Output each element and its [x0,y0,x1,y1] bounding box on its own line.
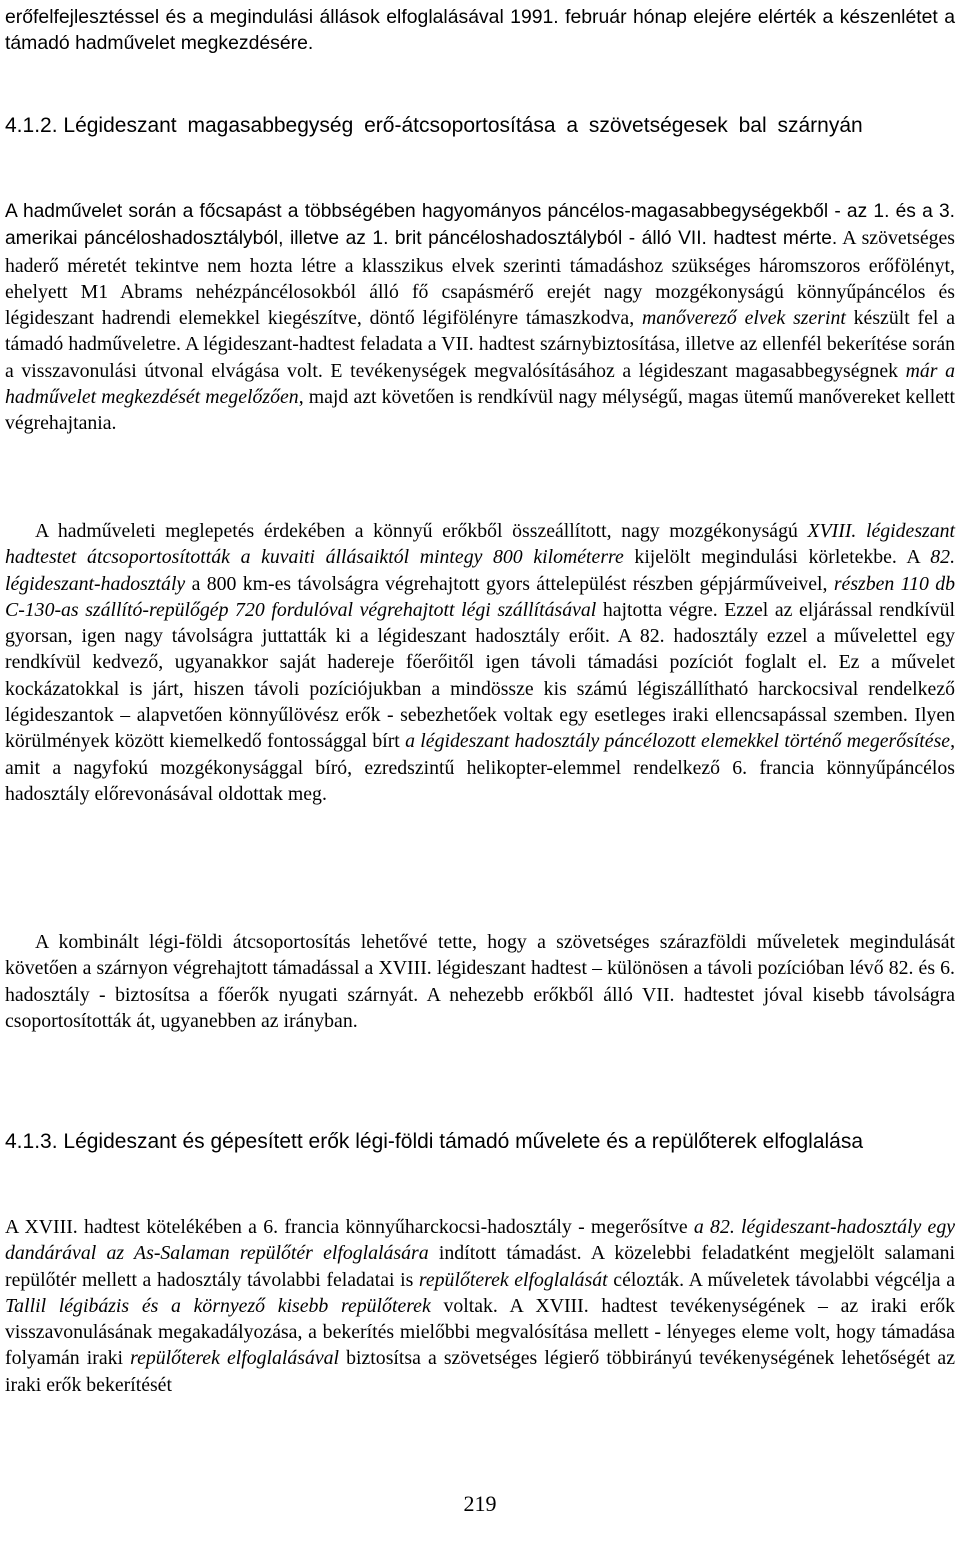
emphasis: manőverező elvek szerint [641,307,846,330]
intro-paragraph [5,4,955,56]
emphasis: 82. légideszant-hadosztály [5,546,956,595]
paragraph-1: A hadművelet során a főcsapást a többségében hagyományos páncélos-magasabbegységekből - az 1. és a 3. amerikai páncéloshadosztályból, illetve az 1. brit páncéloshadosztályból - álló VII. hadtest mérte. A szövetséges haderő méretét tekintve nem hozta létre a klasszikus elvek szerinti támadáshoz szükséges háromszoros erőfölényt, ehelyett M1 Abrams nehézpáncélosokból álló fő csapásmérő erejét nagy mozgékonyságú könnyűpáncélos és légideszant hadrendi elemekkel kiegészítve, döntő légifölényre támaszkodva, manőverező elvek szerint készült fel a támadó hadműveletre. A légideszant-hadtest feladata a VII. hadtest szárnybiztosítása, illetve az ellenfél bekerítése során a visszavonulási útvonal elvágása volt. E tevékenységek megvalósításához a légideszant magasabbegységnek már a hadművelet megkezdését megelőzően, majd azt követően is rendkívül nagy mélységű, magas ütemű manővereket kellett végrehajtania. [5,201,955,435]
emphasis: XVIII. légideszant hadtestet átcsoportosították a kuvaiti állásaiktól mintegy 800 kilométerre [5,520,955,569]
paragraph-4: A XVIII. hadtest kötelékében a 6. francia könnyűharckocsi-hadosztály - megerősítve a 82. légideszant-hadosztály egy dandárával az As-Salaman repülőtér elfoglalására indított támadást. A közelebbi feladatként megjelölt salamani repülőtér mellett a hadosztály távolabbi feladatai is repülőterek elfoglalását célozták. A műveletek távolabbi végcélja a Tallil légibázis és a környező kisebb repülőterek voltak. A XVIII. hadtest tevékenységének – az iraki erők visszavonulásának megakadályozása, a bekerítés mielőbbi megvalósítása mellett - lényeges eleme volt, hogy támadása folyamán iraki repülőterek elfoglalásával biztosítsa a szövetséges légierő többirányú tevékenységének lehetőségét az iraki erők bekerítését [5,1216,955,1396]
section-number: 4.1.2. [5,114,58,137]
section-number: 4.1.3. [5,1130,58,1153]
emphasis: a légideszant hadosztály páncélozott elemekkel történő megerősítése [405,730,951,753]
paragraph-2: A hadműveleti meglepetés érdekében a könnyű erőkből összeállított, nagy mozgékonyságú XVIII. légideszant hadtestet átcsoportosították a kuvaiti állásaiktól mintegy 800 kilométerre kijelölt megindulási körletekbe. A 82. légideszant-hadosztály a 800 km-es távolságra végrehajtott gyors áttelepülést részben gépjárműveivel, részben 110 db C-130-as szállító-repülőgép 720 fordulóval végrehajtott légi szállításával hajtotta végre. Ezzel az eljárással rendkívül gyorsan, igen nagy távolságra juttatták ki a légideszant hadosztály erőit. A 82. hadosztály ezzel a művelettel egy rendkívül kedvező, ugyanakkor saját hadereje főerőitől igen távoli támadási pozíciót foglalt el. Ez a művelet kockázatokkal is járt, hiszen távoli pozíciójukban a mindössze kis számú légiszállítható harckocsival rendelkező légideszantok – alapvetően könnyűlövész erők - sebezhetőek voltak egy esetleges iraki ellencsapással szemben. Ilyen körülmények között kiemelkedő fontossággal bírt a légideszant hadosztály páncélozott elemekkel történő megerősítése, amit a nagyfokú mozgékonysággal bíró, ezredszintű helikopter-elemmel rendelkező 6. francia könnyűpáncélos hadosztály előrevonásával oldottak meg. [5,520,956,805]
paragraph-1-sans-part: A hadművelet során a főcsapást a többségében hagyományos páncélos-magasabbegységekből - az 1. és a 3. amerikai páncéloshadosztályból, illetve az 1. brit páncéloshadosztályból - álló VII. hadtest mérte. [5,201,955,250]
paragraph-3: A kombinált légi-földi átcsoportosítás lehetővé tette, hogy a szövetséges szárazföldi műveletek megindulását követően a szárnyon végrehajtott támadással a XVIII. légideszant hadtest – különösen a távoli pozícióban lévő 82. és 6. hadosztály - biztosítsa a főerők nyugati szárnyát. A nehezebb erőkből álló VII. hadtestet jóval kisebb távolságra csoportosították át, ugyanebben az irányban. [5,931,955,1032]
section-title: Légideszant és gépesített erők légi-földi támadó művelete és a repülőterek elfoglalása [63,1130,864,1153]
section-4-1-3-heading [5,1128,955,1156]
section-title: Légideszant magasabbegység erő-átcsoportosítása a szövetségesek bal szárnyán [63,114,863,137]
emphasis: repülőterek elfoglalásával [130,1347,340,1370]
page-number: 219 [463,1491,497,1516]
emphasis: repülőterek elfoglalását [418,1268,608,1291]
intro-text: erőfelfejlesztéssel és a megindulási állások elfoglalásával 1991. február hónap elejére elérték a készenlétet a támadó hadművelet megkezdésére. [5,6,955,54]
emphasis: részben 110 db C-130-as szállító-repülőgép 720 fordulóval végrehajtott légi szállításával [5,572,955,621]
emphasis: Tallil légibázis és a környező kisebb repülőterek [5,1294,431,1317]
emphasis: már a hadművelet megkezdését megelőzően [5,359,955,409]
emphasis: a 82. légideszant-hadosztály egy dandárával az As-Salaman repülőtér elfoglalására [5,1216,955,1265]
section-4-1-2-heading [5,112,955,140]
